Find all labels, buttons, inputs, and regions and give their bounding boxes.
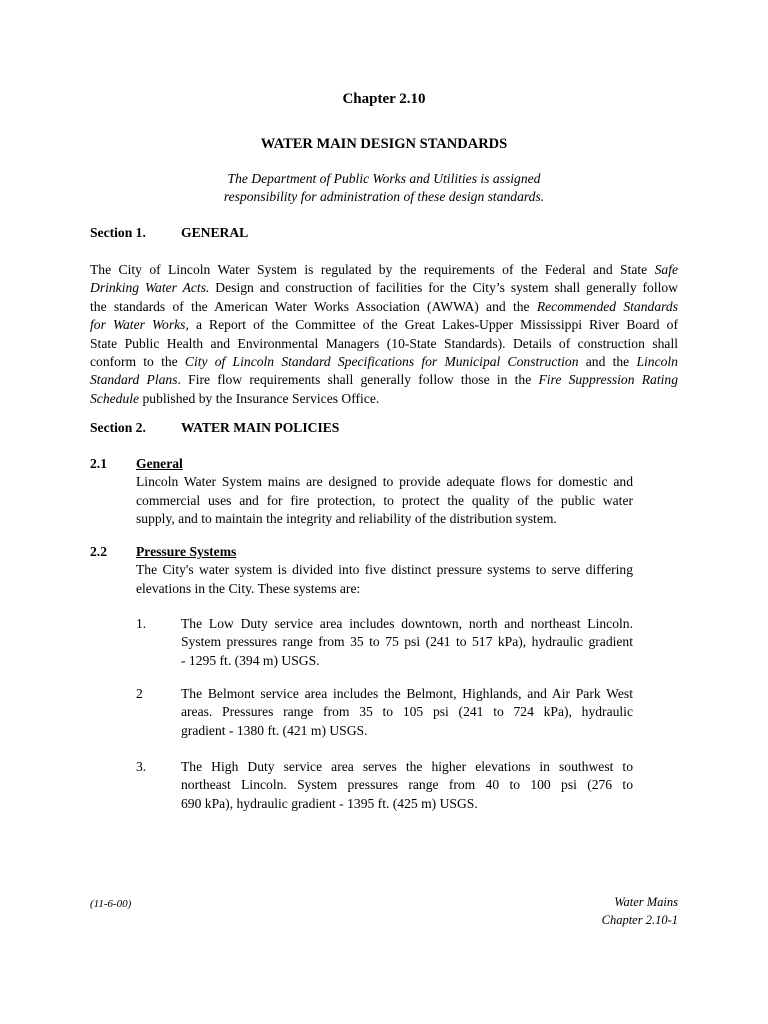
- responsibility-note-line: responsibility for administration of these design standards.: [223, 189, 545, 205]
- paragraph-line: elevations in the City. These systems are:: [136, 580, 361, 596]
- text-run: published by the Insurance Services Office.: [139, 390, 380, 406]
- paragraph-line: [90, 371, 678, 389]
- list-item-number: 2: [136, 686, 143, 701]
- list-item-number: 1.: [136, 616, 147, 631]
- italic-run: Schedule: [90, 390, 140, 406]
- paragraph-line: [90, 353, 678, 371]
- footer-section-name: Water Mains: [614, 895, 678, 909]
- paragraph-line: The City's water system is divided into five distinct pressure systems to serve differing: [136, 562, 633, 578]
- section-2-title: WATER MAIN POLICIES: [181, 420, 340, 435]
- list-item-line: System pressures range from 35 to 75 psi (241 to 517 kPa), hydraulic gradient: [181, 634, 633, 650]
- paragraph-line: supply, and to maintain the integrity and reliability of the distribution system.: [136, 511, 557, 527]
- section-1-number: Section 1.: [90, 225, 146, 240]
- text-run: Design and construction of facilities for the City’s system shall generally follow: [209, 280, 678, 296]
- footer-page-number: Chapter 2.10-1: [601, 913, 678, 927]
- paragraph-line: [90, 298, 678, 316]
- subsection-2-2-number: 2.2: [90, 544, 107, 559]
- subsection-2-1-heading: General: [136, 456, 183, 471]
- list-item: [181, 758, 633, 813]
- italic-run: Standard Plans: [90, 372, 178, 388]
- subsection-2-2-heading: Pressure Systems: [136, 544, 237, 559]
- paragraph-line: [90, 390, 678, 408]
- italic-run: Recommended Standards: [536, 298, 678, 314]
- text-run: . Fire flow requirements shall generally follow those in the: [177, 372, 539, 388]
- paragraph-line: [90, 335, 678, 353]
- list-item-line: 690 kPa), hydraulic gradient - 1395 ft. (425 m) USGS.: [181, 795, 478, 811]
- text-run: the standards of the American Water Works Association (AWWA) and the: [90, 298, 537, 314]
- text-run: State Public Health and Environmental Managers (10-State Standards). Details of construction shall: [90, 335, 678, 351]
- footer-date: (11-6-00): [90, 898, 132, 910]
- text-run: and the: [578, 354, 637, 370]
- list-item: [181, 615, 633, 670]
- chapter-heading: Chapter 2.10: [342, 91, 426, 107]
- italic-run: Drinking Water Acts.: [90, 280, 210, 296]
- italic-run: City of Lincoln Standard Specifications for Municipal Construction: [184, 354, 579, 370]
- italic-run: for Water Works,: [90, 317, 189, 333]
- section-2-heading: [90, 419, 339, 437]
- paragraph-line: [90, 316, 678, 334]
- list-item-number: 3.: [136, 759, 147, 774]
- section-1-heading: [90, 224, 248, 242]
- list-item: [181, 685, 633, 740]
- paragraph-line: [90, 279, 678, 297]
- paragraph-line: Lincoln Water System mains are designed to provide adequate flows for domestic and: [136, 474, 633, 490]
- italic-run: Fire Suppression Rating: [538, 372, 678, 388]
- list-item-line: northeast Lincoln. System pressures range from 40 to 100 psi (276 to: [181, 777, 633, 793]
- paragraph-line: [90, 261, 678, 279]
- section-1-title: GENERAL: [181, 225, 249, 240]
- subsection-2-2: [136, 543, 633, 598]
- list-item-line: The High Duty service area serves the higher elevations in southwest to: [181, 759, 633, 774]
- list-item-line: gradient - 1380 ft. (421 m) USGS.: [181, 722, 368, 738]
- list-item-line: areas. Pressures range from 35 to 105 psi (241 to 724 kPa), hydraulic: [181, 704, 633, 720]
- subsection-2-1: [136, 455, 633, 529]
- responsibility-note-line: The Department of Public Works and Utilities is assigned: [227, 171, 541, 186]
- list-item-line: The Low Duty service area includes downtown, north and northeast Lincoln.: [181, 616, 633, 631]
- text-run: The City of Lincoln Water System is regulated by the requirements of the Federal and State: [90, 262, 655, 277]
- responsibility-note: [150, 170, 618, 207]
- document-title: WATER MAIN DESIGN STANDARDS: [260, 136, 508, 152]
- footer-page-label: [602, 893, 678, 929]
- section-2-number: Section 2.: [90, 420, 146, 435]
- text-run: conform to the: [90, 354, 185, 370]
- subsection-2-1-number: 2.1: [90, 456, 107, 471]
- text-run: a Report of the Committee of the Great Lakes-Upper Mississippi River Board of: [188, 317, 678, 333]
- italic-run: Safe: [654, 262, 678, 277]
- italic-run: Lincoln: [636, 354, 678, 370]
- list-item-line: The Belmont service area includes the Belmont, Highlands, and Air Park West: [181, 686, 633, 701]
- section-1-paragraph: [90, 261, 678, 408]
- list-item-line: - 1295 ft. (394 m) USGS.: [181, 652, 320, 668]
- paragraph-line: commercial uses and for fire protection, to protect the quality of the public water: [136, 492, 633, 508]
